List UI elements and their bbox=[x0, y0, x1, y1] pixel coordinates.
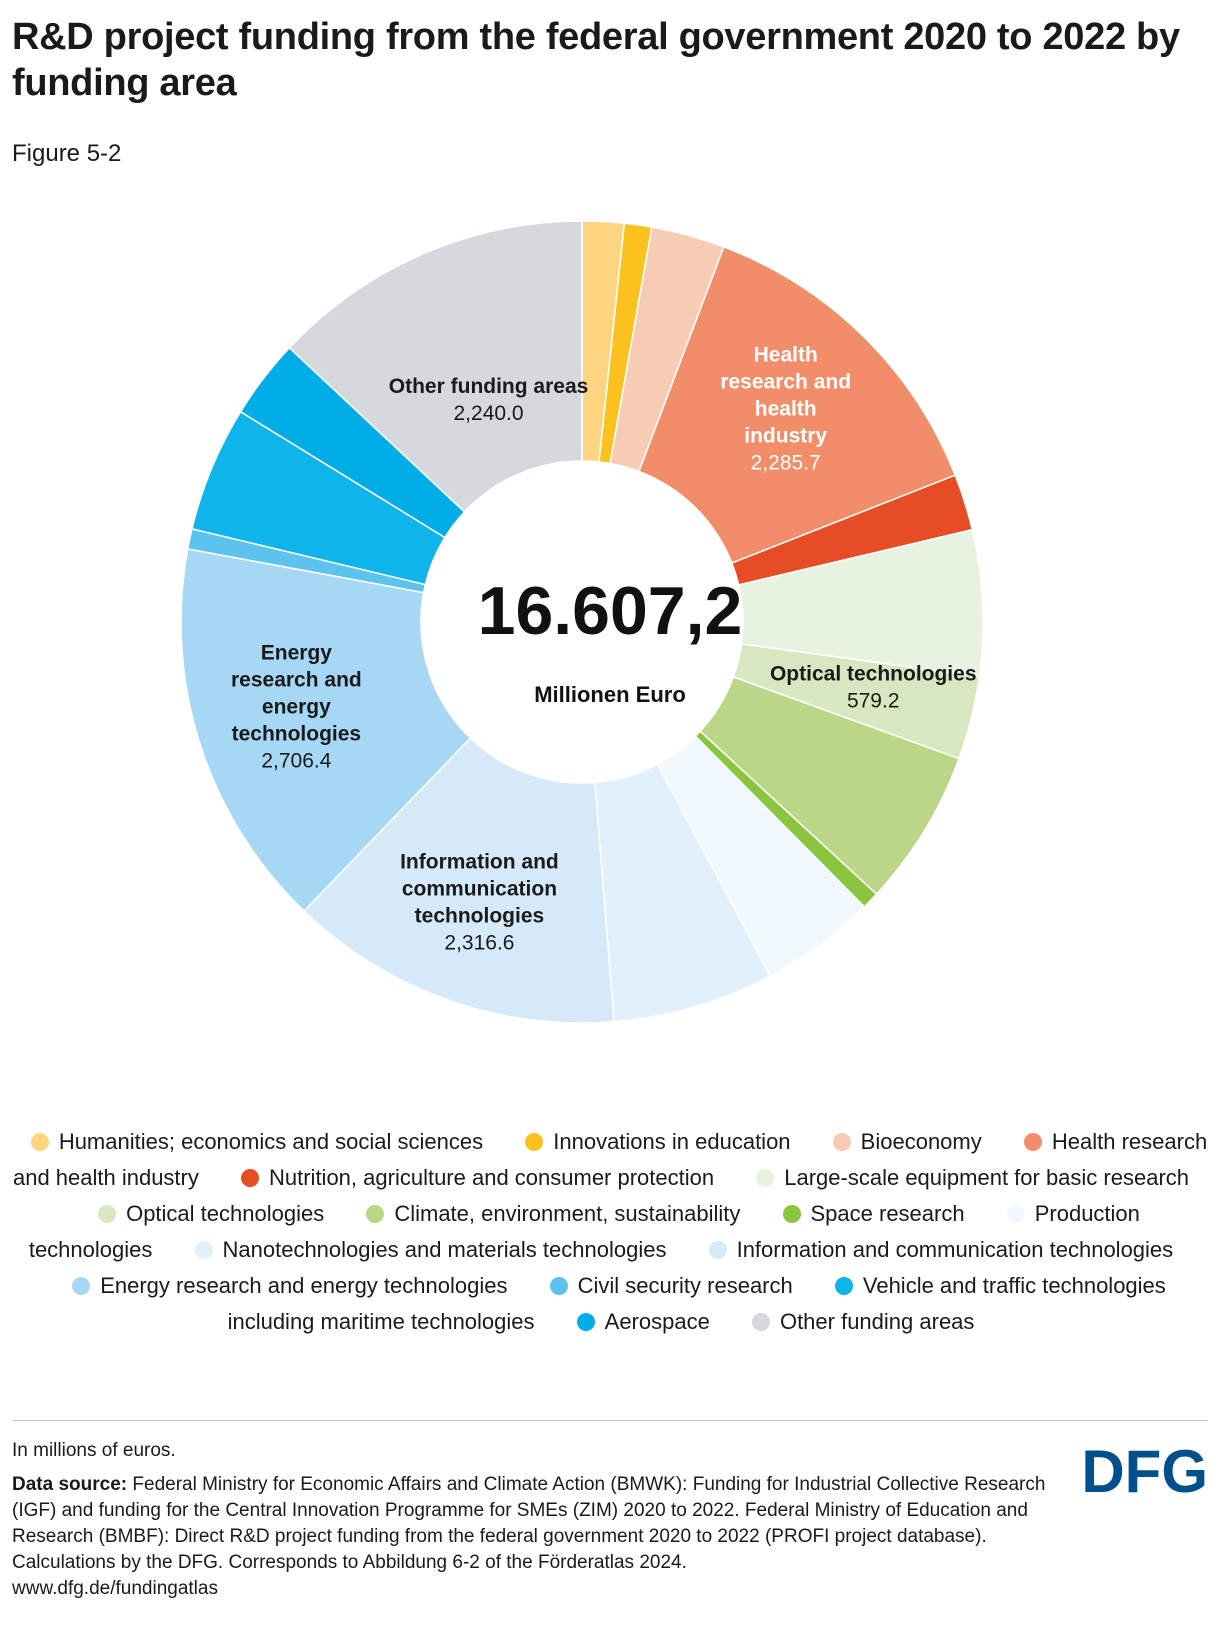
legend-item-aerospace bbox=[577, 1309, 710, 1334]
legend-label: Civil security research bbox=[577, 1273, 793, 1298]
legend-label: Energy research and energy technologies bbox=[100, 1273, 508, 1298]
slice-value: 2,316.6 bbox=[444, 931, 515, 955]
legend-swatch bbox=[525, 1133, 543, 1151]
legend-swatch bbox=[783, 1205, 801, 1223]
legend-swatch bbox=[550, 1277, 568, 1295]
legend-swatch bbox=[195, 1241, 213, 1259]
legend-label: Innovations in education bbox=[553, 1129, 791, 1154]
legend-label: Production technologies bbox=[28, 1201, 1140, 1262]
legend-item-nutrition-agriculture-and-consumer-protection bbox=[241, 1165, 714, 1190]
legend-swatch bbox=[752, 1313, 770, 1331]
figure-number: Figure 5-2 bbox=[12, 140, 122, 167]
dfg-logo-text: DFG bbox=[1081, 1440, 1208, 1498]
legend-item-climate-environment-sustainability bbox=[366, 1201, 740, 1226]
legend-swatch bbox=[577, 1313, 595, 1331]
slice-label-health-research-and-health-industry: Health research and health industry 2,285.7 bbox=[720, 343, 852, 475]
slice-label-information-and-communication-technologies: Information and communication technologies 2,316.6 bbox=[400, 850, 559, 955]
footer-divider bbox=[12, 1420, 1208, 1421]
legend-swatch bbox=[241, 1169, 259, 1187]
legend-item-civil-security-research bbox=[550, 1273, 793, 1298]
legend-item-information-and-communication-technologies bbox=[709, 1237, 1174, 1262]
chart-title: R&D project funding from the federal government 2020 to 2022 by funding area bbox=[12, 16, 1180, 104]
center-total: 16.607,2 bbox=[477, 573, 743, 649]
legend-item-large-scale-equipment-for-basic-research bbox=[756, 1165, 1189, 1190]
legend-label: Large-scale equipment for basic research bbox=[784, 1165, 1190, 1190]
footer bbox=[12, 1438, 1052, 1610]
legend-label: Optical technologies bbox=[126, 1201, 325, 1226]
legend-label: Other funding areas bbox=[779, 1309, 975, 1334]
slice-value: 579.2 bbox=[846, 689, 900, 713]
legend-item-innovations-in-education bbox=[525, 1129, 790, 1154]
center-unit: Millionen Euro bbox=[534, 682, 686, 707]
slice-label-energy-research-and-energy-technologies: Energy research and energy technologies 2,706.4 bbox=[230, 641, 362, 773]
legend-label: Aerospace bbox=[604, 1309, 710, 1334]
data-source bbox=[12, 1472, 1052, 1602]
legend-swatch bbox=[31, 1133, 49, 1151]
legend-item-energy-research-and-energy-technologies bbox=[72, 1273, 507, 1298]
slice-value: 2,285.7 bbox=[750, 451, 821, 475]
legend-swatch bbox=[835, 1277, 853, 1295]
data-source-text: Federal Ministry for Economic Affairs and Climate Action (BMWK): Funding for Industrial Collective Research (IGF) and funding for the Central Innovation Programme for SMEs (ZIM) 2020 to 2022. Federal Ministry of Education and Research (BMBF): Direct R&D project funding from the federal government 2020 to 2022 (PROFI project database). Calculations by the DFG. Corresponds to Abbildung 6-2 of the Förderatlas 2024. bbox=[12, 1474, 1046, 1573]
legend-item-other-funding-areas bbox=[752, 1309, 974, 1334]
legend-swatch bbox=[833, 1133, 851, 1151]
data-source-label: Data source: bbox=[12, 1474, 128, 1495]
legend-item-humanities-economics-and-social-sciences bbox=[31, 1129, 483, 1154]
slice-label-optical-technologies: Optical technologies 579.2 bbox=[769, 662, 977, 713]
legend-label: Bioeconomy bbox=[860, 1129, 982, 1154]
legend-label: Space research bbox=[810, 1201, 965, 1226]
slice-value: 2,240.0 bbox=[453, 401, 524, 425]
legend-label: Humanities; economics and social sciences bbox=[58, 1129, 484, 1154]
legend-swatch bbox=[72, 1277, 90, 1295]
legend-label: Vehicle and traffic technologies including maritime technologies bbox=[227, 1273, 1166, 1334]
legend-swatch bbox=[709, 1241, 727, 1259]
legend-label: Nutrition, agriculture and consumer protection bbox=[269, 1165, 715, 1190]
slice-label-other-funding-areas: Other funding areas 2,240.0 bbox=[388, 374, 589, 425]
legend-swatch bbox=[756, 1169, 774, 1187]
slice-value: 2,706.4 bbox=[261, 749, 332, 773]
chart-legend bbox=[12, 1124, 1208, 1340]
legend-label: Nanotechnologies and materials technologies bbox=[222, 1237, 667, 1262]
donut-chart bbox=[0, 190, 1220, 1090]
legend-item-space-research bbox=[783, 1201, 965, 1226]
legend-swatch bbox=[1024, 1133, 1042, 1151]
legend-swatch bbox=[1007, 1205, 1025, 1223]
footer-url[interactable]: www.dfg.de/fundingatlas bbox=[12, 1578, 218, 1599]
dfg-logo bbox=[1058, 1440, 1208, 1498]
legend-item-optical-technologies bbox=[98, 1201, 324, 1226]
legend-item-bioeconomy bbox=[833, 1129, 982, 1154]
legend-label: Climate, environment, sustainability bbox=[394, 1201, 741, 1226]
legend-swatch bbox=[98, 1205, 116, 1223]
legend-label: Information and communication technologies bbox=[736, 1237, 1174, 1262]
legend-label: Health research and health industry bbox=[12, 1129, 1208, 1190]
unit-note: In millions of euros. bbox=[12, 1440, 176, 1461]
legend-swatch bbox=[366, 1205, 384, 1223]
legend-item-nanotechnologies-and-materials-technologies bbox=[195, 1237, 667, 1262]
